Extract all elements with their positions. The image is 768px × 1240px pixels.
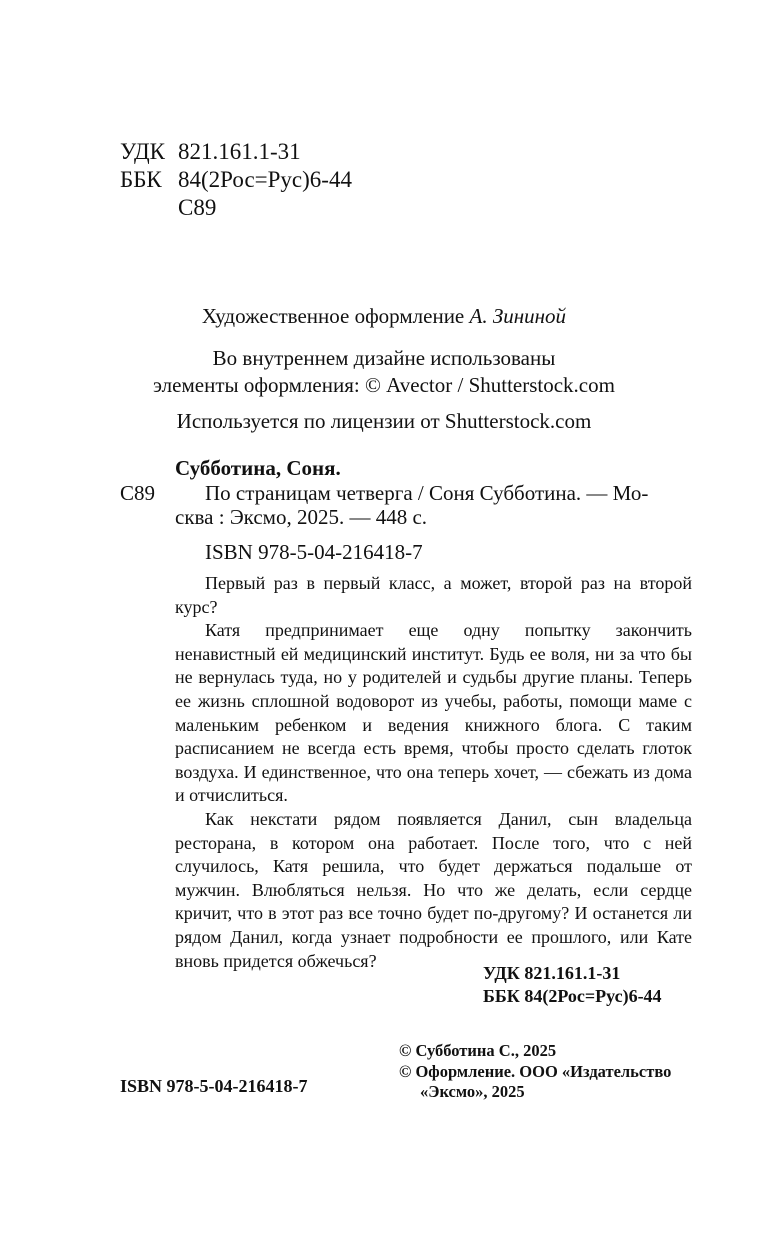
copyright-publisher: «Эксмо», 2025 [420,1082,525,1101]
copyright-design: © Оформление. ООО «Издательство [399,1062,672,1081]
udk-row [120,138,352,166]
udk-label: УДК [120,139,165,164]
udk-value: 821.161.1-31 [178,139,301,164]
bibliography-line1: По страницам четверга / Соня Субботина. — Мо- [205,481,649,505]
inner-design-line2: элементы оформления: © Avector / Shutterstock.com [153,373,615,397]
isbn-bottom: ISBN 978-5-04-216418-7 [120,1076,308,1096]
classification-codes [120,138,352,222]
annotation-paragraph-3: Как некстати рядом появляется Данил, сын владельца ресторана, в котором она работает. После того, что с ней случилось, Катя решила, что будет держаться подальше от мужчин. Влюбляться нельзя. Но что же делать, если сердце кричит, что в этот раз все точно будет по-другому? И останется ли рядом Данил, когда узнает подробности ее прошлого, или Кате вновь придется обжечься? [175,808,692,971]
annotation-paragraph-2: Катя предпринимает еще одну попытку закончить ненавистный ей медицинский институт. Будь ее воля, ни за что бы не вернулась туда, но у родителей и судьбы другие планы. Теперь ее жизнь сплошной водоворот из учебы, работы, помощи маме с маленьким ребенком и ведения книжного блога. С таким расписанием не всегда есть время, чтобы просто сделать глоток воздуха. И единственное, что она теперь хочет, — сбежать из дома и отчислиться. [175,620,692,806]
author-sign-row [120,194,352,222]
bibliography-author: Субботина, Соня. [175,456,341,480]
bbk-row [120,166,352,194]
bibliography-sign: С89 [120,481,156,505]
annotation-paragraph-1: Первый раз в первый класс, а может, второй раз на второй курс? [175,573,692,617]
designer-name: А. Зининой [469,304,567,328]
bottom-udk: УДК 821.161.1-31 [483,963,621,983]
design-credit [0,304,768,329]
bibliography-line2: сква : Эксмо, 2025. — 448 с. [175,505,428,529]
annotation [175,572,692,973]
bibliography-isbn: ISBN 978-5-04-216418-7 [205,540,423,564]
bbk-label: ББК [120,167,162,192]
inner-design-line1: Во внутреннем дизайне использованы [212,346,556,370]
copyright-author: © Субботина С., 2025 [399,1041,557,1060]
author-sign: С89 [178,195,217,220]
license-notice: Используется по лицензии от Shutterstock.com [176,409,592,433]
design-credit-prefix: Художественное оформление [201,304,470,328]
bottom-bbk: ББК 84(2Рос=Рус)6-44 [483,986,662,1006]
bbk-value: 84(2Рос=Рус)6-44 [178,167,352,192]
